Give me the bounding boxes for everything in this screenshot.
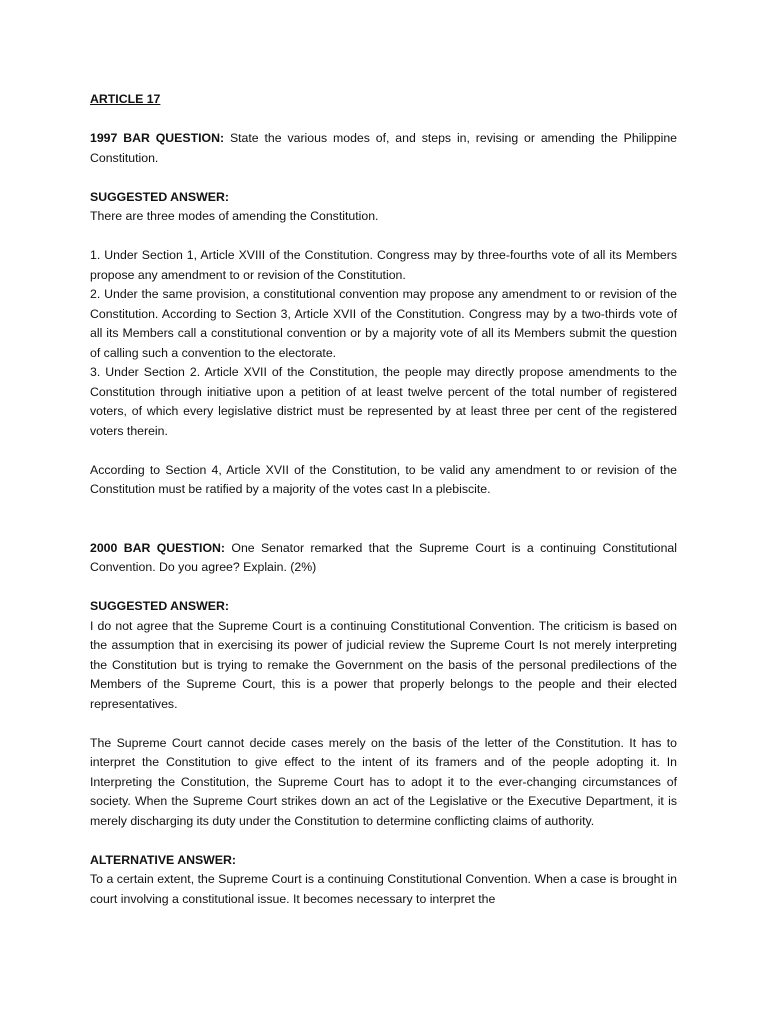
suggested-answer-2000-label: SUGGESTED ANSWER: [90,599,229,613]
question-1997-label: 1997 BAR QUESTION: [90,131,225,145]
question-2000-text: One Senator remarked that the Supreme Court is a continuing Constitutional Convention. Do you agree? Explain. (2%) [90,540,677,574]
answer-1997-closing: According to Section 4, Article XVII of the Constitution, to be valid any amendment to or revision of the Constitution must be ratified by a majority of the votes cast In a plebiscite. [90,462,677,496]
answer-1997-item-2: 2. Under the same provision, a constitutional convention may propose any amendment to or revision of the Constitution. According to Section 3, Article XVII of the Constitution. Congress may by a two-thirds vote of all its Members call a constitutional convention or by a majority vote of all its Members submit the question of calling such a convention to the electorate. [90,287,677,360]
article-title: ARTICLE 17 [90,92,161,106]
alternative-answer-label: ALTERNATIVE ANSWER: [90,852,236,867]
answer-1997-intro: There are three modes of amending the Constitution. [90,209,379,223]
question-2000 [90,539,677,578]
question-1997 [90,129,677,168]
answer-1997-item-3: 3. Under Section 2. Article XVII of the Constitution, the people may directly propose amendments to the Constitution through initiative upon a petition of at least twelve percent of the total number of registered voters, of which every legislative district must be represented by at least three per cent of the registered voters therein. [90,365,677,438]
document-page [90,90,677,909]
answer-1997-item-1: 1. Under Section 1, Article XVIII of the Constitution. Congress may by three-fourths vote of all its Members propose any amendment to or revision of the Constitution. [90,248,677,282]
question-2000-label: 2000 BAR QUESTION: [90,540,226,555]
suggested-answer-1997-label: SUGGESTED ANSWER: [90,189,229,204]
answer-2000-paragraph-1: I do not agree that the Supreme Court is a continuing Constitutional Convention. The criticism is based on the assumption that in exercising its power of judicial review the Supreme Court Is not merely interpreting the Constitution but is trying to remake the Government on the basis of the personal predilections of the Members of the Supreme Court, this is a power that properly belongs to the people and their elected representatives. [90,618,677,711]
question-1997-text: State the various modes of, and steps in, revising or amending the Philippine Constitution. [90,131,678,165]
alternative-answer-paragraph: To a certain extent, the Supreme Court is a continuing Constitutional Convention. When a case is brought in court involving a constitutional issue. It becomes necessary to interpret the [90,872,677,906]
answer-2000-paragraph-2: The Supreme Court cannot decide cases merely on the basis of the letter of the Constitution. It has to interpret the Constitution to give effect to the intent of its framers and of the people adopting it. In Interpreting the Constitution, the Supreme Court has to adopt it to the ever-changing circumstances of society. When the Supreme Court strikes down an act of the Legislative or the Executive Department, it is merely discharging its duty under the Constitution to determine conflicting claims of authority. [90,735,677,828]
